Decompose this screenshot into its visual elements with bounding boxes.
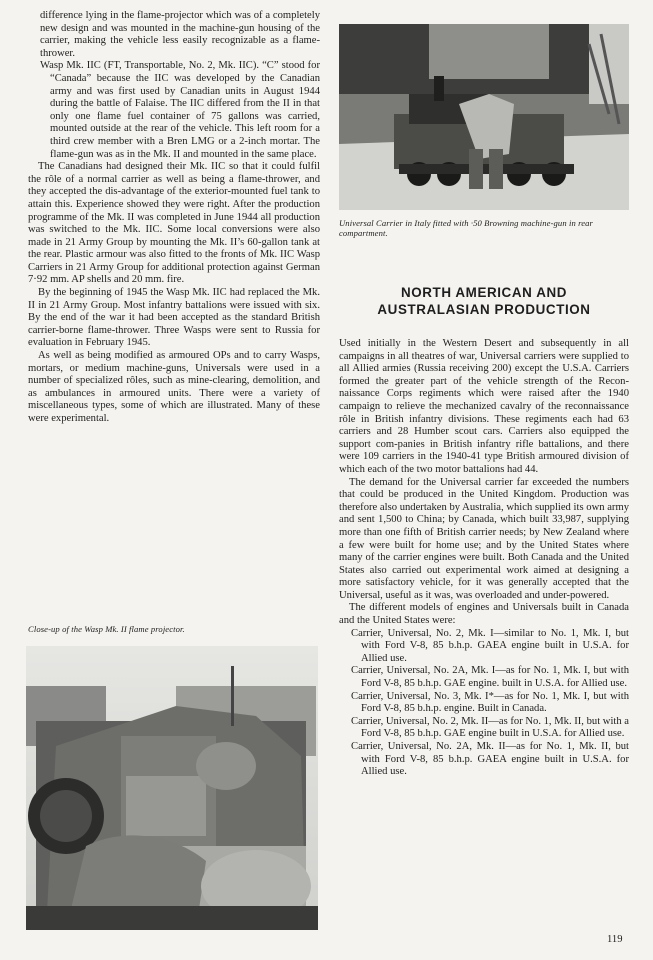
list-item: Carrier, Universal, No. 2A, Mk. II—as for No. 1, Mk. II, but with Ford V-8, 85 b.h.p. GAEA engine built in U.S.A. for Allied use. [351,741,629,778]
list-item: Carrier, Universal, No. 2, Mk. I—similar to No. 1, Mk. I, but with Ford V-8, 85 b.h.p. GAEA engine built in U.S.A. for Allied use. [351,627,629,664]
photo-caption: Close-up of the Wasp Mk. II flame projector. [28,624,185,634]
wasp-flame-projector-photo [26,646,318,930]
list-item: Carrier, Universal, No. 2A, Mk. I—as for No. 1, Mk. I, but with Ford V-8, 85 b.h.p. GAE engine. built in U.S.A. for Allied use. [351,665,629,690]
paragraph: By the beginning of 1945 the Wasp Mk. IIC had replaced the Mk. II in 21 Army Group. Most infantry battalions were issued with six. By the end of the war it had been accepted as the standard British carrier-borne flame-thrower. Three Wasps were sent to Russia for evaluation in February 1945. [28,287,320,349]
paragraph: difference lying in the flame-projector which was of a completely new design and was mounted in the machine-gun housing of the carrier, making the vehicle less easily recognizable as a flame-thrower. [40,10,320,59]
paragraph: As well as being modified as armoured OPs and to carry Wasps, mortars, or medium machine-guns, Universals were used in a number of specialized rôles, such as mine-clearing, demolition, and as ambulances in armoured units. There were a variety of miscellaneous types, some of which are illustrated. Many of these were experimental. [28,350,320,424]
list-item: Carrier, Universal, No. 3, Mk. I*—as for No. 1, Mk. I, but with Ford V-8, 85 b.h.p. engine. Built in Canada. [351,690,629,715]
paragraph: The demand for the Universal carrier far exceeded the numbers that could be produced in the United Kingdom. Production was therefore also undertaken by Australia, which supplied its own army and sent 1,500 to China; by Canada, which built 33,987, supplying more than one fifth of British carrier needs; by New Zealand where a few were built for home use; and by the United States where many of the carrier engines were built. Both Canada and the United States also carried out experimental work aimed at designing a more satisfactory vehicle, for it was generally accepted that the Universal, useful as it was, was overloaded and under-powered. [339,476,629,601]
right-column [339,338,629,779]
list-item: Carrier, Universal, No. 2, Mk. II—as for No. 1, Mk. II, but with a Ford V-8, 85 b.h.p. GAE engine built in U.S.A. for Allied use. [351,715,629,740]
section-heading [339,284,629,318]
left-column [28,10,320,426]
page-number: 119 [607,934,623,945]
heading-line: NORTH AMERICAN AND [400,285,568,300]
paragraph: Used initially in the Western Desert and subsequently in all campaigns in all theatres of war, Universal carriers were supplied to all Allied armies (Russia receiving 200) except the U.S.A. Carriers formed the greater part of the vehicle strength of the Recon-naissance Corps regiments which were raised after the 1940 campaign to relieve the mechanized cavalry of the reconnaissance rôle in British infantry divisions. These regiments each had 63 carriers and 28 Humber scout cars. Carriers also equipped the support com-panies in British infantry rifle battalions, and there were 109 carriers in the 1940-41 type British armoured division of which each of the two motor battalions had 44. [339,338,629,475]
paragraph: The Canadians had designed their Mk. IIC so that it could fulfil the rôle of a normal carrier as well as being a flame-thrower, and they accepted the dis-advantage of the exterior-mounted fuel tank to attain this. Experience showed they were right. After the production programme of the Mk. II was completed in June 1944 all production was switched to the Mk. IIC. Some local conversions were also made in 21 Army Group by mounting the Mk. II’s 60-gallon tank at the rear. Plastic armour was also fitted to the fronts of Mk. IIC Wasp Carriers in 21 Army Group for additional protection against German 7·92 mm. AP shells and 20 mm. fire. [28,161,320,286]
paragraph: The different models of engines and Universals built in Canada and the United States were: [339,602,629,627]
heading-line: AUSTRALASIAN PRODUCTION [377,302,591,317]
universal-carrier-photo [339,24,629,210]
photo-caption: Universal Carrier in Italy fitted with ·50 Browning machine-gun in rear compartment. [339,218,593,239]
paragraph: Wasp Mk. IIC (FT, Transportable, No. 2, Mk. IIC). “C” stood for “Canada” because the IIC was developed by the Canadian army and was first used by Canadian units in August 1944 during the battle of Falaise. The IIC differed from the II in that only one flame fuel container of 75 gallons was carried, mounted outside at the rear of the vehicle. This left room for a third crew member with a Bren LMG or a 2-inch mortar. The flame-gun was as in the Mk. II and mounted in the same place. [40,60,320,160]
